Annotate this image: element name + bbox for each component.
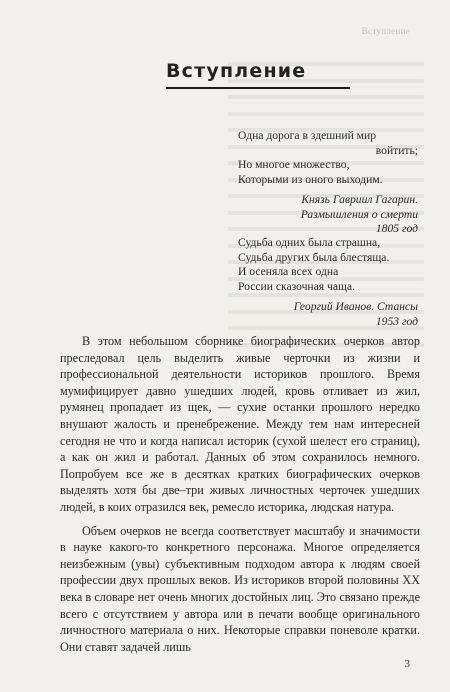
epigraph-author: Георгий Иванов. Стансы (293, 300, 418, 313)
chapter-heading (166, 60, 356, 89)
epigraph-ivanov (238, 236, 418, 329)
epigraph-line: Но многое множество, (238, 158, 350, 171)
epigraph-line: войтить; (375, 143, 418, 157)
page-number: 3 (404, 658, 410, 670)
chapter-title: Вступление (166, 60, 307, 82)
running-header: Вступление (361, 26, 410, 36)
epigraph-year: 1953 год (375, 314, 418, 328)
epigraph-year: 1805 год (375, 222, 418, 235)
epigraph-author: Князь Гавриил Гагарин. (301, 193, 418, 206)
paragraph: В этом небольшом сборнике биографических очерков автор преследовал цель выделить живые черточки из жизни и профессиональной деятельности историков прошлого. Время мумифицирует давно ушедших людей, кровь отливает из жил, румянец пропадает из щек, — сухие останки прошлого нередко внушают жалость и пренебрежение. Между тем нам интересней сегодня не что и когда написал историк (сухой шелест его страниц), а как он жил и работал. Данных об этом сохранилось немного. Попробуем все же в десятках кратких биографических очерков выделять хотя бы две–три живых личностных черточек ушедших людей, в коих отразился век, ремесло историка, людская натура. (60, 334, 420, 514)
epigraph-line: Одна дорога в здешний мир (238, 129, 377, 142)
body-text (60, 333, 420, 655)
epigraph-line: России сказочная чаща. (238, 279, 355, 293)
epigraph-gagarin (238, 129, 418, 237)
epigraph-line: И осеняла всех одна (238, 265, 339, 278)
epigraph-line: Которыми из оного выходим. (238, 172, 383, 186)
title-underline (166, 87, 350, 89)
epigraph-line: Судьба одних была страшна, (238, 236, 381, 249)
epigraph-line: Судьба других была блестяща. (238, 250, 390, 264)
paragraph: Объем очерков не всегда соответствует масштабу и значимости в науке какого-то конкретного персонажа. Многое определяется неизбежным (увы) субъективным подходом автора к людям своей профессии двух прошлых веков. Из историков второй половины XX века в словаре нет очень многих достойных лиц. Это связано прежде всего с отсутствием у автора или в печати вообще оригинального личностного материала о них. Некоторые справки поневоле кратки. Они ставят задачей лишь (60, 523, 420, 654)
epigraph-work: Размышления о смерти (300, 207, 418, 221)
